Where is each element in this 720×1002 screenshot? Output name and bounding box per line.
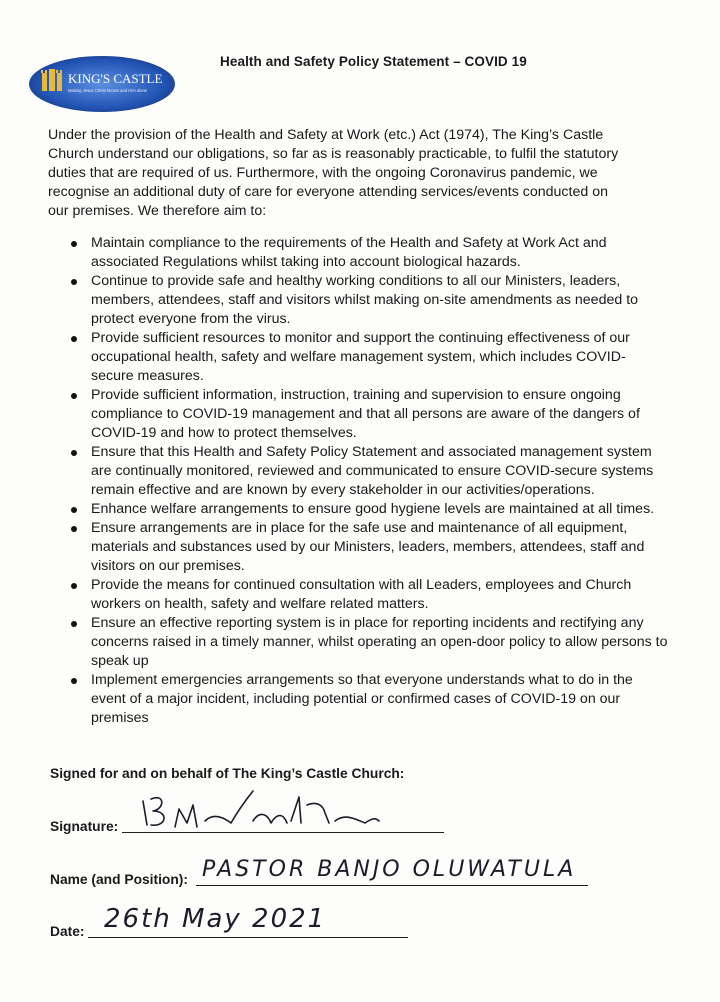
list-item: Implement emergencies arrangements so that everyone understands what to do in the event of a major incident, including potential or confirmed cases of COVID-19 on our premises — [48, 671, 668, 728]
name-line — [196, 885, 588, 886]
aims-list — [48, 234, 668, 728]
name-label: Name (and Position): — [50, 872, 188, 887]
bullet-icon — [71, 450, 77, 456]
document-title: Health and Safety Policy Statement – COVID 19 — [220, 54, 527, 69]
bullet-icon — [71, 507, 77, 513]
list-item: Maintain compliance to the requirements of the Health and Safety at Work Act and associated Regulations whilst taking into account biological hazards. — [48, 234, 668, 272]
handwritten-date: 26th May 2021 — [104, 904, 327, 934]
list-item: Ensure arrangements are in place for the safe use and maintenance of all equipment, materials and substances used by our Ministers, leaders, members, attendees, staff and visitors on our premises. — [48, 519, 668, 576]
signature-heading: Signed for and on behalf of The King’s Castle Church: — [50, 766, 405, 781]
intro-paragraph: Under the provision of the Health and Safety at Work (etc.) Act (1974), The King’s Castle Church understand our obligations, so far as is reasonably practicable, to fulfil the statutory duties that are required of us. Furthermore, with the ongoing Coronavirus pandemic, we recognise an additional duty of care for everyone attending services/events conducted on our premises. We therefore aim to: — [48, 127, 619, 219]
handwritten-signature — [135, 783, 385, 838]
list-item: Continue to provide safe and healthy working conditions to all our Ministers, leaders, members, attendees, staff and visitors whilst making on-site amendments as needed to protect everyone from the virus. — [48, 272, 668, 329]
bullet-icon — [71, 678, 77, 684]
bullet-icon — [71, 336, 77, 342]
svg-text:KING'S CASTLE: KING'S CASTLE — [68, 71, 163, 86]
list-item: Ensure an effective reporting system is in place for reporting incidents and rectifying any concerns raised in a timely manner, whilst operating an open-door policy to allow persons to speak up — [48, 614, 668, 671]
church-logo — [28, 55, 176, 113]
handwritten-name: PASTOR BANJO OLUWATULA — [202, 857, 577, 882]
list-item: Provide the means for continued consultation with all Leaders, employees and Church workers on health, safety and welfare related matters. — [48, 576, 668, 614]
svg-text:Making Jesus Christ known and: Making Jesus Christ known and Him alone — [68, 88, 148, 93]
bullet-icon — [71, 583, 77, 589]
bullet-icon — [71, 526, 77, 532]
list-item: Provide sufficient resources to monitor and support the continuing effectiveness of our occupational health, safety and welfare management system, which includes COVID-secure measures. — [48, 329, 668, 386]
bullet-icon — [71, 279, 77, 285]
list-item: Enhance welfare arrangements to ensure good hygiene levels are maintained at all times. — [48, 500, 668, 519]
bullet-icon — [71, 621, 77, 627]
signature-label: Signature: — [50, 819, 119, 834]
list-item: Provide sufficient information, instruction, training and supervision to ensure ongoing compliance to COVID-19 management and that all persons are aware of the dangers of COVID-19 and how to protect themselves. — [48, 386, 668, 443]
date-label: Date: — [50, 924, 85, 939]
date-line — [88, 937, 408, 938]
bullet-icon — [71, 241, 77, 247]
bullet-icon — [71, 393, 77, 399]
list-item: Ensure that this Health and Safety Policy Statement and associated management system are continually monitored, reviewed and communicated to ensure COVID-secure systems remain effective and are known by every stakeholder in our activities/operations. — [48, 443, 668, 500]
